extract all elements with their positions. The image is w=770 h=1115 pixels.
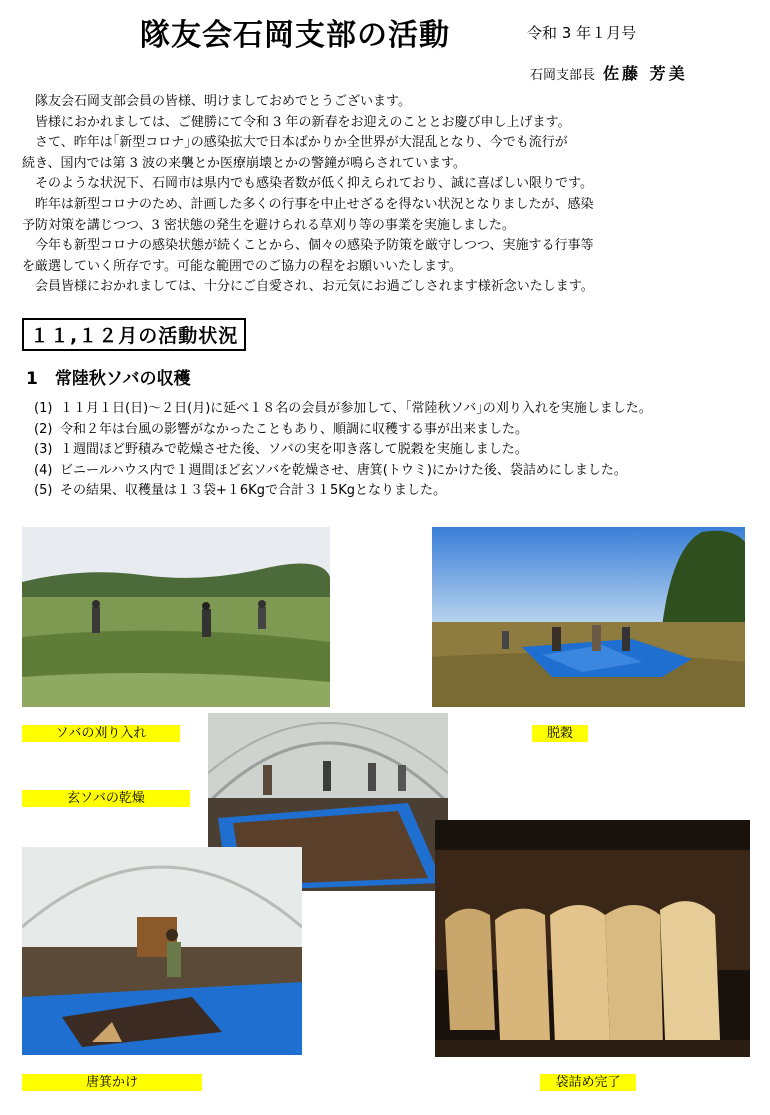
photo-threshing [432,527,745,707]
activity-list [34,399,760,502]
greeting-line: 予防対策を講じつつ、3 密状態の発生を避けられる草刈り等の事業を実施しました。 [22,217,515,233]
item-text: 令和２年は台風の影響がなかったこともあり、順調に収穫する事が出来ました。 [60,421,529,437]
greeting-text [22,92,762,298]
item-number: (3) [34,442,53,457]
caption-bagging: 袋詰め完了 [540,1074,636,1091]
greeting-line: を厳選していく所存です。可能な範囲でのご協力の程をお願いいたします。 [22,258,462,274]
item-text: その結果、収穫量は１３袋+１6Kgで合計３１5Kgとなりました。 [60,483,446,498]
list-item [34,420,760,441]
item-text: ビニールハウス内で１週間ほど玄ソバを乾燥させ、唐箕(トウミ)にかけた後、袋詰めにしました。 [60,462,627,478]
caption-threshing: 脱穀 [532,725,588,742]
caption-winnowing: 唐箕かけ [22,1074,202,1091]
list-item [34,481,760,502]
photo-winnowing [22,847,302,1055]
item-text: １週間ほど野積みで乾燥させた後、ソバの実を叩き落して脱穀を実施しました。 [60,442,528,457]
greeting-line: 隊友会石岡支部会員の皆様、明けましておめでとうございます。 [22,94,411,109]
item-number: (5) [34,483,53,498]
photo-harvest [22,527,330,707]
greeting-line: 会員皆様におかれましては、十分にご自愛され、お元気にお過ごしされます様祈念いたします。 [22,279,594,295]
page-title: 隊友会石岡支部の活動 [140,18,450,53]
greeting-line: 今年も新型コロナの感染状態が続くことから、個々の感染予防策を厳守しつつ、実施する行事等 [22,238,594,254]
greeting-line: さて、昨年は｢新型コロナ｣の感染拡大で日本ばかりか全世界が大混乱となり、今でも流行が [22,135,568,151]
author-name: 佐藤 芳美 [603,64,688,83]
list-item [34,399,760,420]
caption-drying: 玄ソバの乾燥 [22,790,190,807]
list-item [34,440,760,461]
item-number: (1) [34,401,53,416]
item-text: １１月１日(日)～２日(月)に延べ１８名の会員が参加して、｢常陸秋ソバ｣の刈り入れを実施しました。 [60,401,652,416]
section-header: １１,１２月の活動状況 [22,318,246,351]
greeting-line: そのような状況下、石岡市は県内でも感染者数が低く抑えられており、誠に喜ばしい限りです。 [22,176,593,192]
section-subheading: 1 常陸秋ソバの収穫 [26,369,191,389]
list-item [34,461,760,482]
photo-bagging [435,820,750,1057]
caption-harvest: ソバの刈り入れ [22,725,180,742]
author-role: 石岡支部長 [530,68,596,83]
greeting-line: 皆様におかれましては、ご健勝にて令和 3 年の新春をお迎えのこととお慶び申し上げます。 [22,114,571,130]
greeting-line: 昨年は新型コロナのため、計画した多くの行事を中止せざるを得ない状況となりましたが、感染 [22,196,594,212]
item-number: (2) [34,421,53,437]
greeting-line: 続き、国内では第 3 波の来襲とか医療崩壊とかの警鐘が鳴らされています。 [22,155,466,171]
author-line [530,61,688,84]
issue-date: 令和 3 年１月号 [527,24,637,42]
item-number: (4) [34,462,53,478]
